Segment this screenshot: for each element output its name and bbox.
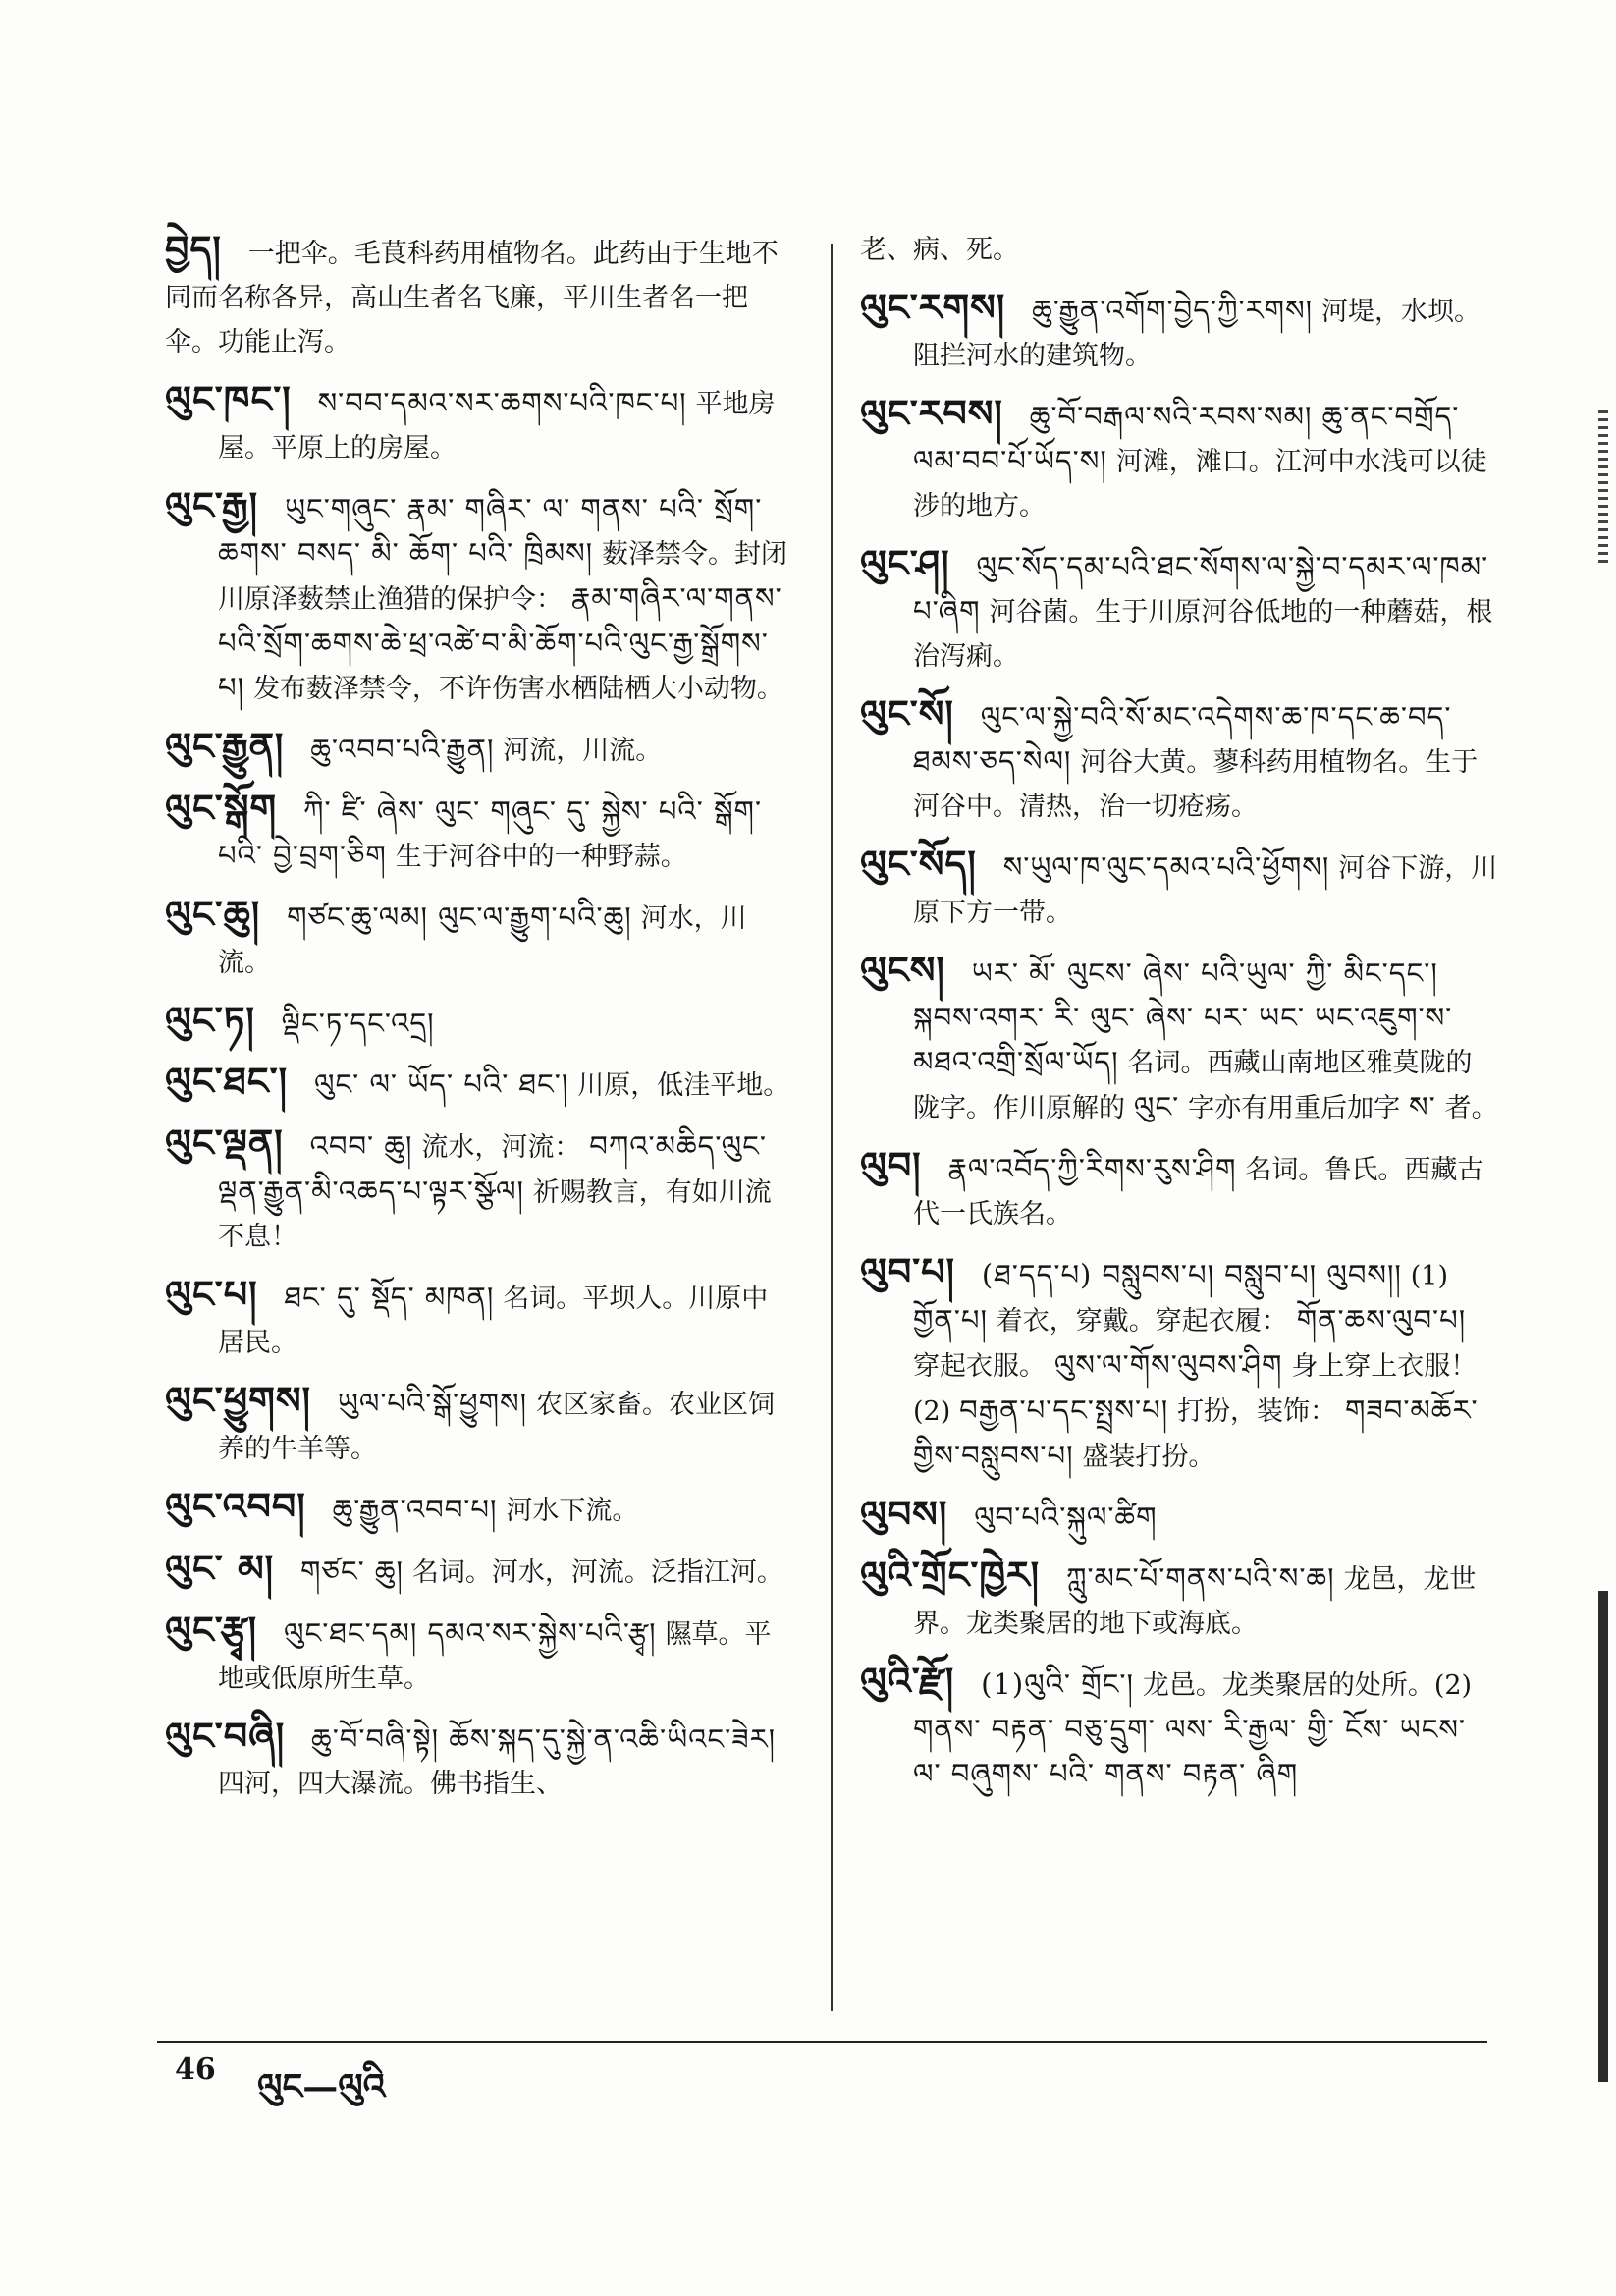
entry-chinese-text: 身上穿上衣服！(2): [913, 1351, 1478, 1427]
entry-chinese-text: 穿起衣服。: [913, 1351, 1046, 1382]
entry-chinese-text: 河流，川流。: [503, 736, 663, 766]
dictionary-entry: [165, 1485, 793, 1533]
entry-chinese-text: 盛装打扮。: [1082, 1442, 1215, 1472]
entry-chinese-text: 流水，河流：: [421, 1132, 581, 1163]
entry-chinese-text: 名词。河水，河流。泛指江河。: [411, 1558, 783, 1588]
dictionary-entry: [165, 999, 793, 1046]
entry-chinese-text: 河水下流。: [506, 1496, 639, 1526]
dictionary-entry: [165, 1060, 793, 1108]
entry-tibetan-text: ཆུ་འབབ་པའི་རྒྱུན།: [310, 733, 495, 766]
entry-tibetan-text: རྣམ་གཞིར་ལ་གནས་པའི་སྲོག་ཆགས་ཆེ་ཕྲ་འཚེ་བ་མི་ཆོག་པའི་ལུང་རྒྱ་སྒྲོགས་པ།: [218, 581, 782, 704]
entry-headword: ལུངས།: [860, 948, 945, 992]
entry-headword: ལུང་རབས།: [860, 391, 1003, 435]
entry-headword: ལུང་ཤ།: [860, 541, 950, 585]
entry-chinese-text: 川原，低洼平地。: [577, 1070, 790, 1101]
entry-chinese-text: 名词。鲁氏。西藏古代一氏族名。: [913, 1155, 1484, 1230]
dictionary-entry: [165, 1379, 793, 1471]
dictionary-entry: [165, 1121, 793, 1259]
footer-rule: [157, 2041, 1487, 2043]
entry-headword: ལུའི་གྲོང་ཁྱེར།: [860, 1553, 1041, 1597]
entry-tibetan-text: གནས་ བརྟན་ བཅུ་དྲུག་ ལས་ རི་རྒྱལ་ གྱི་ ངོས་ ཡངས་ ལ་ བཞུགས་ པའི་ གནས་ བརྟན་ ཞིག: [913, 1713, 1467, 1790]
entry-tibetan-text: ཐང་ དུ་ སྡོད་ མཁན།: [284, 1281, 495, 1314]
entry-headword: ལུང་ཁང་།: [165, 377, 292, 421]
entry-headword: ལུང་ཕྱུགས།: [165, 1378, 311, 1422]
entry-chinese-text: 名词。平坝人。川原中居民。: [218, 1284, 769, 1358]
thumb-index-marks: [1598, 410, 1608, 568]
thumb-index-tab: [1598, 1591, 1608, 2082]
entry-tibetan-text: ཡར་ མོ་ ལུངས་ ཞེས་ པའི་ཡུལ་ ཀྱི་ མིང་དང་། སྐབས་འགར་ རི་ ལུང་ ཞེས་ པར་ ཡང་ ཡང་འཇུག་ས་མཐའ་འགྲི་སྲོལ་ཡོད།: [913, 957, 1453, 1078]
dictionary-entry: [165, 787, 793, 879]
entry-headword: ལུང་ཆུ།: [165, 892, 261, 936]
entry-headword: ལུང་ མ།: [165, 1546, 275, 1590]
dictionary-entry: [860, 692, 1498, 829]
entry-chinese-text: 河滩，滩口。江河中水浅可以徒涉的地方。: [913, 447, 1487, 521]
dictionary-entry: [860, 1493, 1498, 1540]
dictionary-entry: [165, 1715, 793, 1806]
entry-chinese-text: 一把伞。毛茛科药用植物名。此药由于生地不同而名称各异，高山生者名飞廉，平川生者名一把伞。功能止泻。: [165, 239, 779, 357]
entry-tibetan-text: ལུང་ཐང་དམ། དམའ་སར་སྐྱེས་པའི་རྩྭ།: [284, 1616, 657, 1650]
entry-chinese-text: 字亦有用重后加字: [1188, 1093, 1401, 1123]
dictionary-entry: [860, 1250, 1498, 1479]
entry-headword: ལུང་སོད།: [860, 842, 977, 886]
entry-tibetan-text: ཆུ་རྒྱུན་འབབ་པ།: [332, 1493, 498, 1526]
entry-headword: ལུའི་རྫོ།: [860, 1659, 955, 1703]
entry-tibetan-text: རྣལ་འབོད་ཀྱི་རིགས་རུས་ཤིག: [947, 1152, 1237, 1185]
dictionary-entry: [860, 949, 1498, 1130]
entry-tibetan-text: བརྒྱན་པ་དང་སྤྲས་པ།: [959, 1394, 1169, 1427]
entry-tibetan-text: གཟབ་མཆོར་གྱིས་བསླུབས་པ།: [913, 1394, 1479, 1472]
entry-chinese-text: 着衣，穿戴。穿起衣履：: [996, 1306, 1288, 1337]
dictionary-entry: [860, 1554, 1498, 1646]
entry-chinese-text: 河堤，水坝。阻拦河水的建筑物。: [913, 297, 1481, 371]
entry-tibetan-text: (1)ལུའི་ གྲོང་།: [981, 1667, 1134, 1701]
entry-tibetan-text: ཀླུ་མང་པོ་གནས་པའི་ས་ཆ།: [1066, 1561, 1335, 1595]
entry-chinese-text: 龙邑，龙世界。龙类聚居的地下或海底。: [913, 1564, 1477, 1639]
entry-tibetan-text: ཆུ་རྒྱུན་འགོག་བྱེད་ཀྱི་རགས།: [1032, 294, 1314, 327]
entry-headword: ལུང་བཞི།: [165, 1714, 286, 1758]
dictionary-entry: [860, 1144, 1498, 1236]
dictionary-entry: [165, 484, 793, 711]
entry-headword: ལུང་ཏ།: [165, 998, 255, 1042]
entry-tibetan-text: གྱོན་པ།: [913, 1303, 988, 1337]
left-column: [165, 228, 793, 1820]
entry-chinese-text: 老、病、死。: [860, 235, 1019, 265]
dictionary-entry: [165, 1609, 793, 1701]
entry-headword: ལུང་རྩྭ།: [165, 1608, 258, 1652]
entry-tibetan-text: ལྡིང་ཏ་དང་འདྲ།: [281, 1007, 435, 1040]
page-number: 46: [175, 2052, 216, 2087]
dictionary-entry: [860, 228, 1498, 272]
dictionary-entry: [860, 542, 1498, 679]
entry-chinese-text: 河谷菌。生于川原河谷低地的一种蘑菇，根治泻痢。: [913, 597, 1493, 672]
entry-headword: ལུང་པ།: [165, 1272, 258, 1316]
entry-headword: ལུང་འབབ།: [165, 1484, 306, 1528]
dictionary-entry: [860, 286, 1498, 378]
dictionary-entry: [165, 228, 793, 364]
dictionary-entry: [860, 1660, 1498, 1796]
running-head: ལུང—ལུའི: [257, 2066, 386, 2107]
dictionary-entry: [165, 893, 793, 985]
entry-chinese-text: 者。: [1444, 1093, 1498, 1123]
dictionary-entry: [860, 843, 1498, 935]
entry-chinese-text: 河水，川流。: [218, 903, 747, 978]
entry-headword: བྱེད།: [165, 227, 222, 271]
entry-chinese-text: 平地房屋。平原上的房屋。: [218, 389, 776, 464]
entry-tibetan-text: ས་: [1409, 1090, 1436, 1123]
entry-headword: ལུབས།: [860, 1492, 948, 1536]
entry-headword: ལུང་རགས།: [860, 285, 1006, 329]
entry-tibetan-text: ལུང་ ལ་ ཡོད་ པའི་ ཐང་།: [313, 1067, 569, 1101]
entry-headword: ལུང་རྒྱ།: [165, 483, 259, 527]
entry-headword: ལུབ་པ།: [860, 1249, 955, 1293]
entry-headword: ལུང་སྒོག: [165, 786, 278, 830]
entry-tibetan-text: ལུང་: [1133, 1090, 1180, 1123]
dictionary-entry: [165, 725, 793, 773]
entry-headword: ལུང་རྒྱུན།: [165, 724, 285, 768]
entry-tibetan-text: ལུབ་པའི་སྐུལ་ཚིག: [974, 1501, 1158, 1534]
entry-chinese-text: 河谷下游，川原下方一带。: [913, 853, 1498, 928]
entry-tibetan-text: ས་བབ་དམའ་སར་ཆགས་པའི་ཁང་པ།: [317, 386, 687, 419]
dictionary-entry: [860, 392, 1498, 528]
entry-chinese-text: 河谷大黄。蓼科药用植物名。生于河谷中。清热，治一切疮疡。: [913, 747, 1479, 822]
entry-tibetan-text: ཆུ་བོ་བརྒལ་སའི་རབས་སམ། ཆུ་ནང་བགྲོད་ལམ་བབ་པོ་ཡོད་ས།: [913, 400, 1460, 477]
entry-chinese-text: 发布薮泽禁令，不许伤害水栖陆栖大小动物。: [252, 674, 783, 704]
dictionary-entry: [165, 1273, 793, 1365]
entry-tibetan-text: ལུས་ལ་གོས་ལུབས་ཤིག: [1053, 1348, 1283, 1382]
entry-tibetan-text: ཀི་ ཛི་ ཞེས་ ལུང་ གཞུང་ དུ་ སྐྱེས་ པའི་ སྒོག་པའི་ བྱེ་བྲག་ཅིག: [218, 794, 763, 872]
entry-tibetan-text: གོན་ཆས་ལུབ་པ།: [1296, 1303, 1467, 1337]
entry-headword: ལུང་ལྡན།: [165, 1121, 284, 1165]
entry-tibetan-text: ལུང་སོད་དམ་པའི་ཐང་སོགས་ལ་སྐྱེ་བ་དམར་ལ་ཁམ་པ་ཞིག: [913, 550, 1489, 628]
entry-chinese-text: 祈赐教言，有如川流不息！: [218, 1177, 772, 1252]
entry-chinese-text: 农区家畜。农业区饲养的牛羊等。: [218, 1390, 775, 1464]
entry-headword: ལུང་སོ།: [860, 691, 954, 736]
entry-chinese-text: 打扮，装饰：: [1177, 1396, 1337, 1427]
entry-tibetan-text: ས་ཡུལ་ཁ་ལུང་དམའ་པའི་ཕྱོགས།: [1002, 850, 1330, 884]
entry-tibetan-text: ཡུལ་པའི་སྒོ་ཕྱུགས།: [337, 1387, 528, 1420]
entry-tibetan-text: ལུང་ལ་སྐྱེ་བའི་སོ་མང་འདེགས་ཆ་ཁ་དང་ཆ་བད་ཐམས་ཅད་སེལ།: [913, 700, 1452, 778]
dictionary-entry: [165, 378, 793, 470]
entry-chinese-text: 名词。西藏山南地区雅莫陇的陇字。作川原解的: [913, 1048, 1473, 1123]
entry-tibetan-text: གཙང་ཆུ་ལམ། ལུང་ལ་རྒྱུག་པའི་ཆུ།: [287, 901, 632, 934]
column-divider: [831, 244, 833, 2011]
entry-headword: ལུང་ཐང་།: [165, 1059, 289, 1103]
entry-chinese-text: (1): [1410, 1261, 1449, 1291]
entry-tibetan-text: བཀའ་མཆིད་ལུང་ལྡན་རྒྱུན་མི་འཆད་པ་ལྟར་སྩོལ།: [218, 1129, 767, 1208]
entry-tibetan-text: གཙང་ ཆུ།: [299, 1555, 404, 1588]
entry-chinese-text: 薮泽禁令。封闭川原泽薮禁止渔猎的保护令：: [218, 539, 787, 615]
right-column: [860, 228, 1498, 1810]
entry-chinese-text: 龙邑。龙类聚居的处所。(2): [1142, 1670, 1473, 1701]
entry-chinese-text: 四河，四大瀑流。佛书指生、: [218, 1769, 563, 1799]
entry-headword: ལུབ།: [860, 1143, 922, 1187]
dictionary-entry: [165, 1547, 793, 1595]
entry-tibetan-text: ཆུ་བོ་བཞི་སྟེ། ཆོས་སྐད་དུ་སྐྱེ་ན་འཆི་ཡིའང་ཟེར།: [311, 1722, 777, 1756]
entry-tibetan-text: ཡུང་གཞུང་ རྣམ་ གཞིར་ ལ་ གནས་ པའི་ སྲོག་ ཆགས་ བསད་ མི་ ཆོག་ པའི་ ཁྲིམས།: [218, 492, 763, 570]
entry-tibetan-text: (ཐ་དད་པ) བསླུབས་པ། བསླུབ་པ། ལུབས།།: [981, 1258, 1402, 1291]
entry-chinese-text: 生于河谷中的一种野蒜。: [395, 842, 687, 872]
entry-tibetan-text: འབབ་ ཆུ།: [309, 1129, 413, 1163]
entry-chinese-text: 隰草。平地或低原所生草。: [218, 1619, 772, 1694]
